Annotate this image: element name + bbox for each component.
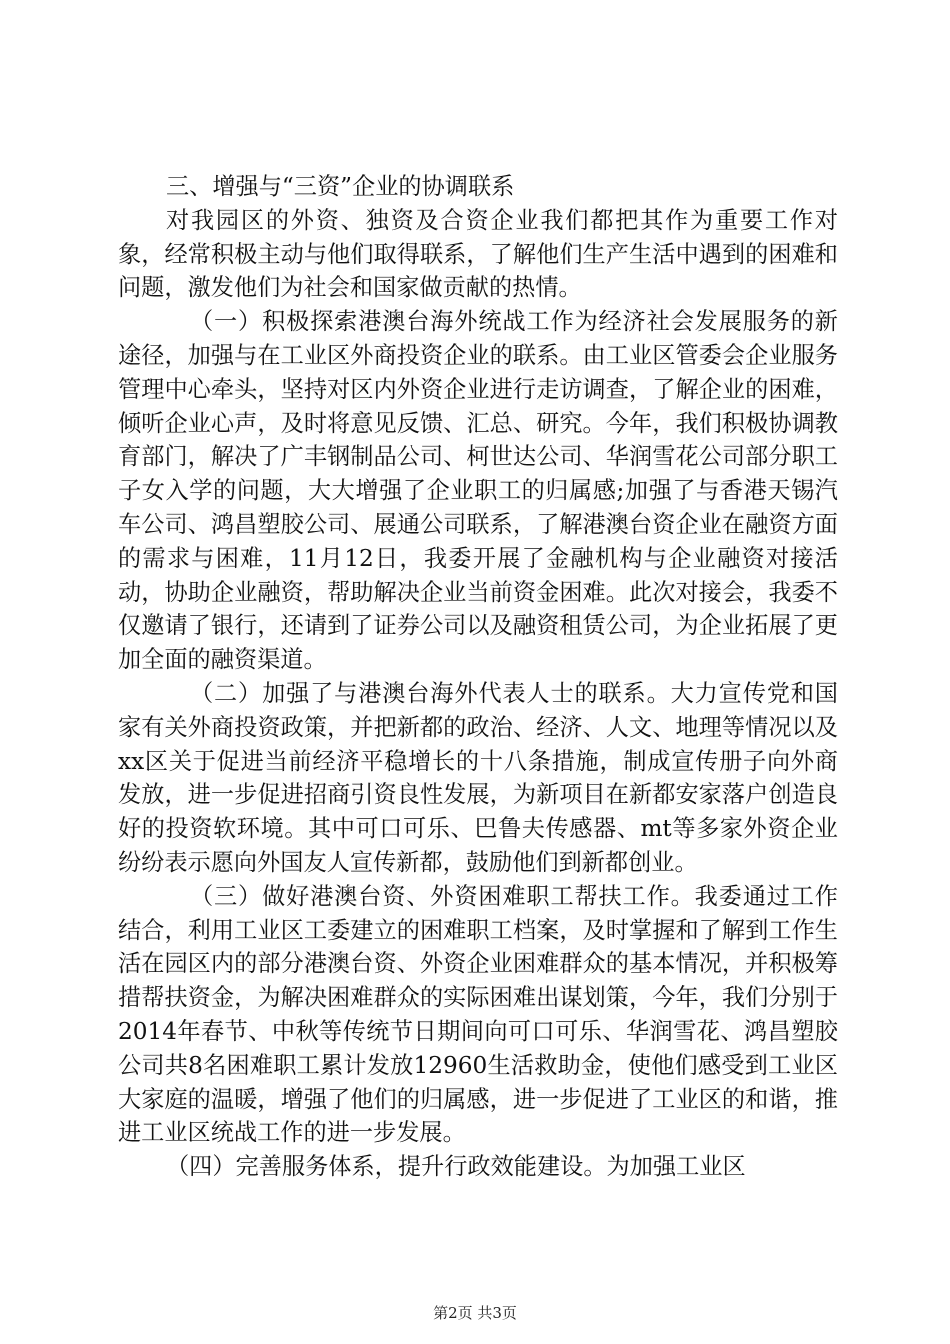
section-heading: 三、增强与“三资”企业的协调联系 — [166, 173, 515, 200]
page-number-footer: 第2页 共3页 — [433, 1304, 517, 1322]
paragraph-item-3: （三）做好港澳台资、外资困难职工帮扶工作。我委通过工作结合，利用工业区工委建立的困难职工档案，及时掌握和了解到工作生活在园区内的部分港澳台资、外资企业困难群众的基本情况，并积极筹措帮扶资金，为解决困难群众的实际困难出谋划策，今年，我们分别于2014年春节、中秋等传统节日期间向可口可乐、华润雪花、鸿昌塑胶公司共8名困难职工累计发放12960生活救助金，使他们感受到工业区大家庭的温暖，增强了他们的归属感，进一步促进了工业区的和谐，推进工业区统战工作的进一步发展。 — [118, 882, 838, 1147]
document-body — [118, 170, 838, 1184]
paragraph-item-1: （一）积极探索港澳台海外统战工作为经济社会发展服务的新途径，加强与在工业区外商投资企业的联系。由工业区管委会企业服务管理中心牵头，坚持对区内外资企业进行走访调查，了解企业的困难，倾听企业心声，及时将意见反馈、汇总、研究。今年，我们积极协调教育部门，解决了广丰钢制品公司、柯世达公司、华润雪花公司部分职工子女入学的问题，大大增强了企业职工的归属感;加强了与香港天锡汽车公司、鸿昌塑胶公司、展通公司联系，了解港澳台资企业在融资方面的需求与困难，11月12日，我委开展了金融机构与企业融资对接活动，协助企业融资，帮助解决企业当前资金困难。此次对接会，我委不仅邀请了银行，还请到了证券公司以及融资租赁公司，为企业拓展了更加全面的融资渠道。 — [118, 308, 838, 674]
paragraph-intro: 对我园区的外资、独资及合资企业我们都把其作为重要工作对象，经常积极主动与他们取得联系，了解他们生产生活中遇到的困难和问题，激发他们为社会和国家做贡献的热情。 — [118, 206, 838, 302]
paragraph-item-4: （四）完善服务体系，提升行政效能建设。为加强工业区 — [166, 1153, 746, 1181]
paragraph-item-2: （二）加强了与港澳台海外代表人士的联系。大力宣传党和国家有关外商投资政策，并把新都的政治、经济、人文、地理等情况以及xx区关于促进当前经济平稳增长的十八条措施，制成宣传册子向外商发放，进一步促进招商引资良性发展，为新项目在新都安家落户创造良好的投资软环境。其中可口可乐、巴鲁夫传感器、mt等多家外资企业纷纷表示愿向外国友人宣传新都，鼓励他们到新都创业。 — [118, 679, 838, 876]
